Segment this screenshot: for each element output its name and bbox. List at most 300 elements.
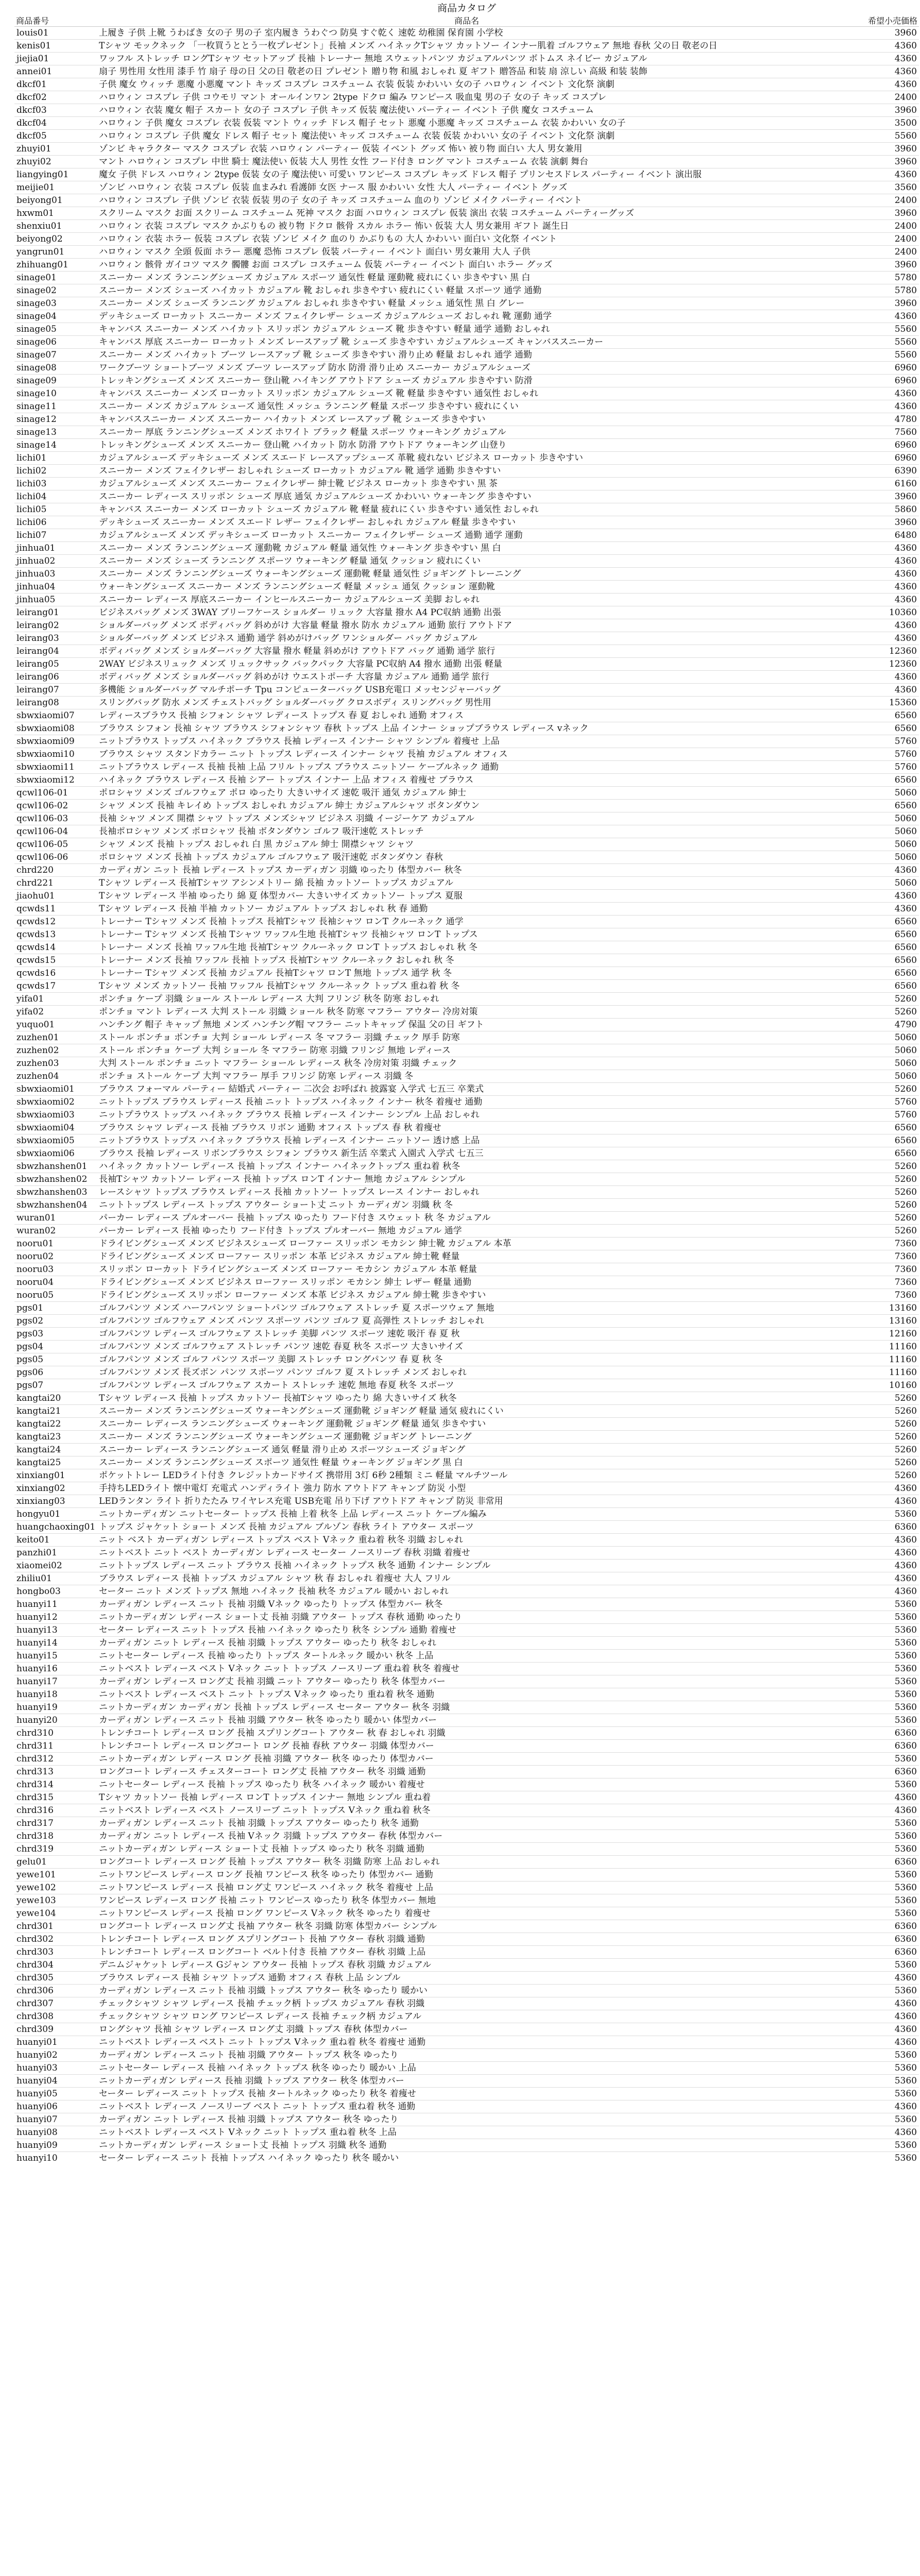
table-row <box>14 130 919 143</box>
product-code-cell: sbwxiaomi01 <box>14 1083 97 1096</box>
product-name-cell: キャンバス スニーカー メンズ ローカット シューズ カジュアル 靴 軽量 疲れにくい 歩きやすい 通気性 おしゃれ <box>97 503 837 516</box>
table-row <box>14 529 919 542</box>
retail-price-cell: 5260 <box>837 1431 919 1444</box>
retail-price-cell: 4360 <box>837 2010 919 2023</box>
product-name-cell: トレーナー Tシャツ メンズ 長袖 Tシャツ ワッフル生地 長袖Tシャツ 長袖シャツ ロンT トップス <box>97 928 837 941</box>
product-code-cell: sinage09 <box>14 375 97 387</box>
table-row <box>14 1173 919 1186</box>
retail-price-cell: 5560 <box>837 130 919 143</box>
table-row <box>14 555 919 568</box>
table-row <box>14 1882 919 1894</box>
table-row <box>14 890 919 903</box>
product-name-cell: デッキシューズ ローカット スニーカー メンズ フェイクレザー シューズ カジュアルシューズ おしゃれ 靴 運動 通学 <box>97 310 837 323</box>
retail-price-cell: 6560 <box>837 1147 919 1160</box>
table-row <box>14 1212 919 1225</box>
table-row <box>14 1920 919 1933</box>
retail-price-cell: 4360 <box>837 168 919 181</box>
table-row <box>14 207 919 220</box>
table-row <box>14 1044 919 1057</box>
retail-price-cell: 4360 <box>837 903 919 916</box>
product-code-cell: leirang02 <box>14 619 97 632</box>
product-name-cell: ハンチング 帽子 キャップ 無地 メンズ ハンチング帽 マフラー ニットキャップ 保温 父の日 ギフト <box>97 1019 837 1031</box>
retail-price-cell: 11160 <box>837 1353 919 1366</box>
product-name-cell: トレンチコート レディース ロングコート ロング 長袖 春秋 アウター 羽織 体型カバー <box>97 1740 837 1753</box>
retail-price-cell: 2400 <box>837 91 919 104</box>
product-name-cell: ハロウィン 衣装 コスプレ マスク かぶりもの 被り物 ドクロ 骸骨 スカル ホラー 怖い 仮装 大人 男女兼用 ギフト 誕生日 <box>97 220 837 233</box>
table-row <box>14 1134 919 1147</box>
product-name-cell: ニットワンピース レディース 長袖 ロング丈 ワンピース ハイネック 秋冬 着痩せ 上品 <box>97 1882 837 1894</box>
product-name-cell: セーター レディース ニット トップス 長袖 ハイネック ゆったり 秋冬 シンプル 通勤 着痩せ <box>97 1624 837 1637</box>
catalog-sheet <box>14 2 919 2164</box>
product-name-cell: ワンピース レディース ロング 長袖 ニット ワンピース ゆったり 秋冬 体型カバー 無地 <box>97 1894 837 1907</box>
product-name-cell: ニットブラウス トップス ハイネック ブラウス 長袖 レディース インナー ニットソー 透け感 上品 <box>97 1134 837 1147</box>
product-name-cell: スニーカー メンズ シューズ ハイカット カジュアル 靴 おしゃれ 歩きやすい 疲れにくい 軽量 スポーツ 通学 通勤 <box>97 284 837 297</box>
retail-price-cell: 6560 <box>837 709 919 722</box>
table-row <box>14 722 919 735</box>
product-code-cell: qcwds16 <box>14 967 97 980</box>
table-row <box>14 362 919 375</box>
table-row <box>14 1714 919 1727</box>
table-row <box>14 1263 919 1276</box>
retail-price-cell: 5260 <box>837 1083 919 1096</box>
product-code-cell: jinhua05 <box>14 594 97 606</box>
table-row <box>14 2088 919 2100</box>
retail-price-cell: 6480 <box>837 529 919 542</box>
retail-price-cell: 5260 <box>837 1160 919 1173</box>
retail-price-cell: 6560 <box>837 967 919 980</box>
product-name-cell: キャンバススニーカー メンズ スニーカー ハイカット メンズ レースアップ 靴 シューズ 歩きやすい <box>97 413 837 426</box>
product-code-cell: kenis01 <box>14 40 97 53</box>
product-code-cell: lichi06 <box>14 516 97 529</box>
retail-price-cell: 3960 <box>837 104 919 117</box>
retail-price-cell: 3560 <box>837 181 919 194</box>
retail-price-cell: 5360 <box>837 1598 919 1611</box>
product-code-cell: qcwds11 <box>14 903 97 916</box>
product-name-cell: ドライビングシューズ メンズ ビジネスシューズ ローファー スリッポン モカシン 紳士靴 カジュアル 本革 <box>97 1238 837 1250</box>
product-name-cell: ニットセーター レディース 長袖 ゆったり トップス タートルネック 暖かい 秋冬 上品 <box>97 1650 837 1663</box>
table-row <box>14 1933 919 1946</box>
retail-price-cell: 5060 <box>837 787 919 800</box>
retail-price-cell: 7360 <box>837 1238 919 1250</box>
product-name-cell: シャツ メンズ 長袖 キレイめ トップス おしゃれ カジュアル 紳士 カジュアルシャツ ボタンダウン <box>97 800 837 812</box>
product-name-cell: ショルダーバッグ メンズ ボディバッグ 斜めがけ 大容量 軽量 撥水 防水 カジュアル 通勤 旅行 アウトドア <box>97 619 837 632</box>
table-row <box>14 1353 919 1366</box>
product-name-cell: 魔女 子供 ドレス ハロウィン 2type 仮装 女の子 魔法使い 可愛い ワンピース コスプレ キッズ ドレス 帽子 プリンセスドレス パーティー イベント 演出服 <box>97 168 837 181</box>
product-name-cell: ニットカーディガン ニットセーター トップス 長袖 上着 秋冬 上品 レディース ニット ケーブル編み <box>97 1508 837 1521</box>
product-code-cell: sinage08 <box>14 362 97 375</box>
product-code-cell: chrd305 <box>14 1972 97 1985</box>
product-name-cell: ロングコート レディース ロング丈 長袖 アウター 秋冬 羽織 防寒 体型カバー シンプル <box>97 1920 837 1933</box>
product-code-cell: huanyi05 <box>14 2088 97 2100</box>
product-code-cell: qcwds15 <box>14 954 97 967</box>
table-row <box>14 954 919 967</box>
product-name-cell: ニットカーディガン レディース ショート丈 長袖 羽織 アウター トップス 春秋 通勤 ゆったり <box>97 1611 837 1624</box>
product-code-cell: chrd303 <box>14 1946 97 1959</box>
table-row <box>14 2100 919 2113</box>
retail-price-cell: 7360 <box>837 1289 919 1302</box>
retail-price-cell: 4360 <box>837 40 919 53</box>
retail-price-cell: 4360 <box>837 594 919 606</box>
table-row <box>14 606 919 619</box>
table-row <box>14 1289 919 1302</box>
product-code-cell: leirang01 <box>14 606 97 619</box>
table-row <box>14 233 919 246</box>
product-code-cell: lichi02 <box>14 465 97 478</box>
table-row <box>14 156 919 168</box>
table-row <box>14 568 919 581</box>
retail-price-cell: 6160 <box>837 478 919 490</box>
retail-price-cell: 3960 <box>837 297 919 310</box>
product-code-cell: yewe104 <box>14 1907 97 1920</box>
table-row <box>14 851 919 864</box>
table-row <box>14 413 919 426</box>
retail-price-cell: 4360 <box>837 1972 919 1985</box>
table-row <box>14 65 919 78</box>
product-name-cell: トレーナー Tシャツ メンズ 長袖 トップス 長袖Tシャツ 長袖シャツ ロンT クルーネック 通学 <box>97 916 837 928</box>
product-code-cell: jinhua01 <box>14 542 97 555</box>
product-name-cell: ゾンビ ハロウィン 衣装 コスプレ 仮装 血まみれ 看護師 女医 ナース 服 かわいい 女性 大人 パーティー イベント グッズ <box>97 181 837 194</box>
product-code-cell: kangtai23 <box>14 1431 97 1444</box>
product-code-cell: keito01 <box>14 1534 97 1547</box>
product-name-cell: ブラウス レディース 長袖 シャツ トップス 通勤 オフィス 春秋 上品 シンプル <box>97 1972 837 1985</box>
table-row <box>14 349 919 362</box>
product-code-cell: leirang04 <box>14 645 97 658</box>
product-name-cell: ハロウィン コスプレ 子供 ゾンビ 衣装 仮装 男の子 女の子 キッズ コスチューム 血のり ゾンビ メイク パーティー イベント <box>97 194 837 207</box>
table-row <box>14 1624 919 1637</box>
product-name-cell: 多機能 ショルダーバッグ マルチポーチ Tpu コンピューターバッグ USB充電口 メッセンジャーバッグ <box>97 684 837 697</box>
retail-price-cell: 4360 <box>837 1534 919 1547</box>
table-body <box>14 27 919 2165</box>
product-name-cell: ストール ポンチョ ケープ 大判 ショール 冬 マフラー 防寒 羽織 フリンジ 無地 レディース <box>97 1044 837 1057</box>
retail-price-cell: 6560 <box>837 980 919 993</box>
retail-price-cell: 4360 <box>837 568 919 581</box>
retail-price-cell: 10360 <box>837 606 919 619</box>
table-row <box>14 2023 919 2036</box>
product-name-cell: ニットブラウス レディース 長袖 長袖 上品 フリル トップス ブラウス ニットソー ケーブルネック 通勤 <box>97 761 837 774</box>
retail-price-cell: 5760 <box>837 1096 919 1109</box>
product-name-cell: カーディガン レディース ニット 長袖 羽織 トップス アウター 秋冬 ゆったり 暖かい <box>97 1985 837 1997</box>
table-row <box>14 1650 919 1663</box>
retail-price-cell: 5360 <box>837 2113 919 2126</box>
table-row <box>14 1341 919 1353</box>
table-row <box>14 2152 919 2165</box>
product-name-cell: ポロシャツ メンズ 長袖 トップス カジュアル ゴルフウェア 吸汗速乾 ボタンダウン 春秋 <box>97 851 837 864</box>
retail-price-cell: 6960 <box>837 375 919 387</box>
table-row <box>14 1946 919 1959</box>
retail-price-cell: 6360 <box>837 1727 919 1740</box>
retail-price-cell: 5760 <box>837 1109 919 1122</box>
product-code-cell: leirang03 <box>14 632 97 645</box>
table-row <box>14 1405 919 1418</box>
product-code-cell: nooru03 <box>14 1263 97 1276</box>
product-code-cell: sbwzhanshen01 <box>14 1160 97 1173</box>
product-name-cell: スニーカー メンズ ランニングシューズ カジュアル スポーツ 通気性 軽量 運動靴 疲れにくい 歩きやすい 黒 白 <box>97 272 837 284</box>
table-row <box>14 748 919 761</box>
product-code-cell: sinage01 <box>14 272 97 284</box>
table-row <box>14 1109 919 1122</box>
retail-price-cell: 5360 <box>837 1624 919 1637</box>
product-code-cell: sbwxiaomi04 <box>14 1122 97 1134</box>
retail-price-cell: 5260 <box>837 1186 919 1199</box>
product-code-cell: leirang07 <box>14 684 97 697</box>
retail-price-cell: 5360 <box>837 1907 919 1920</box>
table-row <box>14 1869 919 1882</box>
product-code-cell: lichi04 <box>14 490 97 503</box>
product-code-cell: chrd318 <box>14 1830 97 1843</box>
product-name-cell: ハロウィン 骸骨 ガイコツ マスク 髑髏 お面 コスプレ コスチューム 仮装 パーティー イベント 面白い ホラー グッズ <box>97 259 837 272</box>
product-name-cell: ゴルフパンツ メンズ 長ズボン パンツ スポーツ パンツ ゴルフ 夏 ストレッチ メンズ おしゃれ <box>97 1366 837 1379</box>
table-row <box>14 877 919 890</box>
retail-price-cell: 4360 <box>837 78 919 91</box>
table-row <box>14 375 919 387</box>
product-name-cell: ニットワンピース レディース ロング 長袖 ワンピース 秋冬 ゆったり 体型カバー 通勤 <box>97 1869 837 1882</box>
table-row <box>14 1727 919 1740</box>
product-name-cell: ロングコート レディース ロング 長袖 トップス アウター 秋冬 羽織 防寒 上品 おしゃれ <box>97 1856 837 1869</box>
retail-price-cell: 5360 <box>837 1843 919 1856</box>
retail-price-cell: 6360 <box>837 1856 919 1869</box>
product-name-cell: チェックシャツ シャツ レディース 長袖 チェック柄 トップス カジュアル 春秋 羽織 <box>97 1997 837 2010</box>
product-code-cell: qcwl106-04 <box>14 825 97 838</box>
retail-price-cell: 4360 <box>837 542 919 555</box>
table-row <box>14 1019 919 1031</box>
product-name-cell: ハロウィン コスプレ 子供 魔女 ドレス 帽子 セット 魔法使い キッズ コスチューム 衣装 仮装 かわいい 女の子 イベント 文化祭 演劇 <box>97 130 837 143</box>
table-row <box>14 1006 919 1019</box>
table-caption: 商品カタログ <box>437 3 496 14</box>
product-code-cell: huanyi09 <box>14 2139 97 2152</box>
product-code-cell: huanyi10 <box>16 2153 58 2163</box>
product-code-cell: huanyi08 <box>14 2126 97 2139</box>
product-name-cell: レディースブラウス 長袖 シフォン シャツ レディース トップス 春 夏 おしゃれ 通勤 オフィス <box>97 709 837 722</box>
retail-price-cell: 5360 <box>837 2075 919 2088</box>
retail-price-cell: 4360 <box>837 619 919 632</box>
product-code-cell: leirang06 <box>14 671 97 684</box>
table-row <box>14 1534 919 1547</box>
table-row <box>14 1250 919 1263</box>
retail-price-cell: 5260 <box>837 1469 919 1482</box>
retail-price-cell: 5260 <box>837 1444 919 1456</box>
product-code-cell: zhiliu01 <box>14 1572 97 1585</box>
table-row <box>14 194 919 207</box>
product-name-cell: ニットベスト ニット ベスト カーディガン レディース セーター ノースリーブ 春秋 羽織 着痩せ <box>97 1547 837 1560</box>
product-code-cell: wuran01 <box>14 1212 97 1225</box>
table-row <box>14 1276 919 1289</box>
table-row <box>14 1637 919 1650</box>
retail-price-cell: 5560 <box>837 336 919 349</box>
product-name-cell: ハロウィン 衣装 魔女 帽子 スカート 女の子 コスプレ 子供 キッズ 仮装 魔法使い パーティー イベント 子供 魔女 コスチューム <box>97 104 837 117</box>
retail-price-cell: 4360 <box>837 1482 919 1495</box>
product-name-cell: 長袖ポロシャツ メンズ ポロシャツ 長袖 ボタンダウン ゴルフ 吸汗速乾 ストレッチ <box>97 825 837 838</box>
table-row <box>14 2075 919 2088</box>
table-row <box>14 594 919 606</box>
table-row <box>14 1843 919 1856</box>
product-code-cell: yewe101 <box>14 1869 97 1882</box>
product-name-cell: Tシャツ レディース 長袖 半袖 カットソー カジュアル トップス おしゃれ 秋 春 通勤 <box>97 903 837 916</box>
product-code-cell: shenxiu01 <box>14 220 97 233</box>
retail-price-cell: 5360 <box>837 1985 919 1997</box>
retail-price-cell: 3960 <box>837 490 919 503</box>
product-name-cell: トレーナー メンズ 長袖 ワッフル生地 長袖Tシャツ クルーネック ロンT トップス おしゃれ 秋 冬 <box>97 941 837 954</box>
retail-price-cell: 5260 <box>837 1006 919 1019</box>
product-code-cell: sinage02 <box>14 284 97 297</box>
product-name-cell: キャンバス 厚底 スニーカー ローカット メンズ レースアップ 靴 シューズ 歩きやすい カジュアルシューズ キャンバススニーカー <box>97 336 837 349</box>
table-row <box>14 1753 919 1766</box>
table-row <box>14 838 919 851</box>
product-name-cell: ニットトップス レディース トップス アウター ショート丈 ニット カーディガン 羽織 秋 冬 <box>97 1199 837 1212</box>
product-name-cell: ワークブーツ ショートブーツ メンズ ブーツ レースアップ 防水 防滑 滑り止め スニーカー カジュアルシューズ <box>97 362 837 375</box>
retail-price-cell: 5260 <box>837 1405 919 1418</box>
table-row <box>14 2139 919 2152</box>
retail-price-cell: 4360 <box>837 684 919 697</box>
retail-price-cell: 5860 <box>837 503 919 516</box>
table-row <box>14 1418 919 1431</box>
product-code-cell: huangchaoxing01 <box>14 1521 97 1534</box>
product-code-cell: sbwzhanshen02 <box>14 1173 97 1186</box>
product-name-cell: ニットセーター レディース 長袖 トップス ゆったり 秋冬 ハイネック 暖かい 着痩せ <box>97 1778 837 1791</box>
product-code-cell: sbwzhanshen03 <box>14 1186 97 1199</box>
product-name-cell: ニットベスト レディース ベスト ノースリーブ ニット トップス Vネック 重ね着 秋冬 <box>97 1804 837 1817</box>
product-code-cell: kangtai25 <box>14 1456 97 1469</box>
product-name-cell: スリッポン ローカット ドライビングシューズ メンズ ローファー モカシン カジュアル 本革 軽量 <box>97 1263 837 1276</box>
retail-price-cell: 5360 <box>837 2139 919 2152</box>
product-name-cell: ニットベスト レディース ベスト Vネック ニット トップス ノースリーブ 重ね着 秋冬 着痩せ <box>97 1663 837 1675</box>
product-name-cell: カーディガン ニット レディース 長袖 羽織 トップス アウター 秋冬 ゆったり <box>97 2113 837 2126</box>
retail-price-cell: 5360 <box>837 1675 919 1688</box>
retail-price-cell: 4360 <box>837 2126 919 2139</box>
product-code-cell: huanyi16 <box>14 1663 97 1675</box>
product-name-cell: スニーカー レディース ランニングシューズ ウォーキング 運動靴 ジョギング 軽量 通気 歩きやすい <box>97 1418 837 1431</box>
table-row <box>14 1225 919 1238</box>
product-code-cell: dkcf05 <box>14 130 97 143</box>
product-code-cell: huanyi13 <box>14 1624 97 1637</box>
table-row <box>14 1482 919 1495</box>
table-row <box>14 658 919 671</box>
retail-price-cell: 6360 <box>837 1740 919 1753</box>
table-row <box>14 1611 919 1624</box>
retail-price-cell: 2400 <box>837 220 919 233</box>
product-code-cell: qcwl106-01 <box>14 787 97 800</box>
table-row <box>14 1521 919 1534</box>
table-row <box>14 1199 919 1212</box>
product-name-cell: ドライビングシューズ スリッポン ローファー メンズ 本革 ビジネス カジュアル 紳士靴 歩きやすい <box>97 1289 837 1302</box>
product-name-cell: スニーカー レディース 厚底スニーカー インヒールスニーカー カジュアルシューズ 美脚 おしゃれ <box>97 594 837 606</box>
table-row <box>14 1856 919 1869</box>
product-name-cell: 上履き 子供 上靴 うわばき 女の子 男の子 室内履き うわぐつ 防臭 すぐ乾く 速乾 幼稚園 保育園 小学校 <box>97 27 837 40</box>
retail-price-cell: 4360 <box>837 65 919 78</box>
product-code-cell: xinxiang02 <box>14 1482 97 1495</box>
retail-price-cell: 6560 <box>837 954 919 967</box>
table-row <box>14 272 919 284</box>
retail-price-cell: 5060 <box>837 877 919 890</box>
table-row <box>14 761 919 774</box>
product-code-cell: lichi03 <box>14 478 97 490</box>
product-name-cell: キャンバス スニーカー メンズ ローカット スリッポン カジュアル シューズ 靴 軽量 歩きやすい 通気性 おしゃれ <box>97 387 837 400</box>
table-row <box>14 1379 919 1392</box>
retail-price-cell: 4360 <box>837 2036 919 2049</box>
table-row <box>14 1675 919 1688</box>
table-row <box>14 465 919 478</box>
table-row <box>14 941 919 954</box>
product-code-cell: sinage10 <box>14 387 97 400</box>
table-row <box>14 1083 919 1096</box>
product-code-cell: sbwxiaomi07 <box>14 709 97 722</box>
product-code-cell: qcwl106-03 <box>14 812 97 825</box>
retail-price-cell: 6960 <box>837 362 919 375</box>
retail-price-cell: 6560 <box>837 916 919 928</box>
product-code-cell: sinage13 <box>14 426 97 439</box>
retail-price-cell: 4360 <box>837 53 919 65</box>
product-code-cell: nooru01 <box>14 1238 97 1250</box>
product-name-cell: ニットベスト レディース ノースリーブ ベスト ニット トップス 重ね着 秋冬 通勤 <box>97 2100 837 2113</box>
retail-price-cell: 5360 <box>837 2049 919 2062</box>
product-code-cell: nooru02 <box>14 1250 97 1263</box>
product-name-cell: スニーカー メンズ シューズ ランニング スポーツ ウォーキング 軽量 通気 クッション 疲れにくい <box>97 555 837 568</box>
product-code-cell: pgs04 <box>14 1341 97 1353</box>
product-code-cell: annei01 <box>14 65 97 78</box>
table-row <box>14 903 919 916</box>
product-name-cell: ニットトップス レディース ニット ブラウス 長袖 ハイネック トップス 秋冬 通勤 インナー シンプル <box>97 1560 837 1572</box>
table-row <box>14 864 919 877</box>
product-code-cell: sbwxiaomi09 <box>14 735 97 748</box>
product-name-cell: カーディガン レディース ニット 長袖 羽織 Vネック ゆったり トップス 体型カバー 秋冬 <box>97 1598 837 1611</box>
product-name-cell: ドライビングシューズ メンズ ローファー スリッポン 本革 ビジネス カジュアル 紳士靴 軽量 <box>97 1250 837 1263</box>
product-name-cell: ニットカーディガン レディース 長袖 羽織 トップス アウター 秋冬 体型カバー <box>97 2075 837 2088</box>
product-name-cell: セーター レディース ニット 長袖 トップス ハイネック ゆったり 秋冬 暖かい <box>99 2153 399 2163</box>
product-code-cell: huanyi12 <box>14 1611 97 1624</box>
table-row <box>14 581 919 594</box>
product-code-cell: zuzhen03 <box>14 1057 97 1070</box>
retail-price-cell: 7360 <box>837 1276 919 1289</box>
table-row <box>14 2049 919 2062</box>
product-name-cell: スクリーム マスク お面 スクリーム コスチューム 死神 マスク お面 ハロウィン コスプレ 仮装 演出 衣装 コスチューム パーティーグッズ <box>97 207 837 220</box>
retail-price-cell: 6560 <box>837 1134 919 1147</box>
product-name-cell: カーディガン ニット 長袖 レディース トップス カーディガン 羽織 ゆったり 体型カバー 秋冬 <box>97 864 837 877</box>
table-row <box>14 220 919 233</box>
product-code-cell: huanyi07 <box>14 2113 97 2126</box>
product-code-cell: chrd317 <box>14 1817 97 1830</box>
product-name-cell: ハロウィン 衣装 ホラー 仮装 コスプレ 衣装 ゾンビ メイク 血のり かぶりもの 大人 かわいい 面白い 文化祭 イベント <box>97 233 837 246</box>
retail-price-cell: 10160 <box>837 1379 919 1392</box>
table-row <box>14 1031 919 1044</box>
retail-price-cell: 4360 <box>837 2023 919 2036</box>
header-product-code: 商品番号 <box>14 14 97 27</box>
retail-price-cell: 4360 <box>837 555 919 568</box>
retail-price-cell: 4360 <box>837 1560 919 1572</box>
product-code-cell: gelu01 <box>14 1856 97 1869</box>
retail-price-cell: 3960 <box>837 207 919 220</box>
product-name-cell: ポンチョ ストール ケープ 大判 マフラー 厚手 フリンジ 防寒 レディース 羽織 冬 <box>97 1070 837 1083</box>
retail-price-cell: 6960 <box>837 452 919 465</box>
product-code-cell: beiyong01 <box>14 194 97 207</box>
table-row <box>14 1972 919 1985</box>
retail-price-cell: 4360 <box>837 890 919 903</box>
product-code-cell: qcwds13 <box>14 928 97 941</box>
table-row <box>14 542 919 555</box>
retail-price-cell: 5780 <box>837 272 919 284</box>
product-code-cell: lichi05 <box>14 503 97 516</box>
table-row <box>14 1147 919 1160</box>
table-row <box>14 1547 919 1560</box>
table-row <box>14 1431 919 1444</box>
table-row <box>14 53 919 65</box>
table-row <box>14 490 919 503</box>
table-row <box>14 645 919 658</box>
retail-price-cell: 5360 <box>837 1637 919 1650</box>
retail-price-cell: 5360 <box>837 1611 919 1624</box>
product-code-cell: sinage06 <box>14 336 97 349</box>
retail-price-cell: 5260 <box>837 1392 919 1405</box>
product-name-cell: ニットプラウス トップス ハイネック ブラウス 長袖 レディース インナー シャツ シンプル 着痩せ 上品 <box>97 735 837 748</box>
retail-price-cell: 5260 <box>837 993 919 1006</box>
